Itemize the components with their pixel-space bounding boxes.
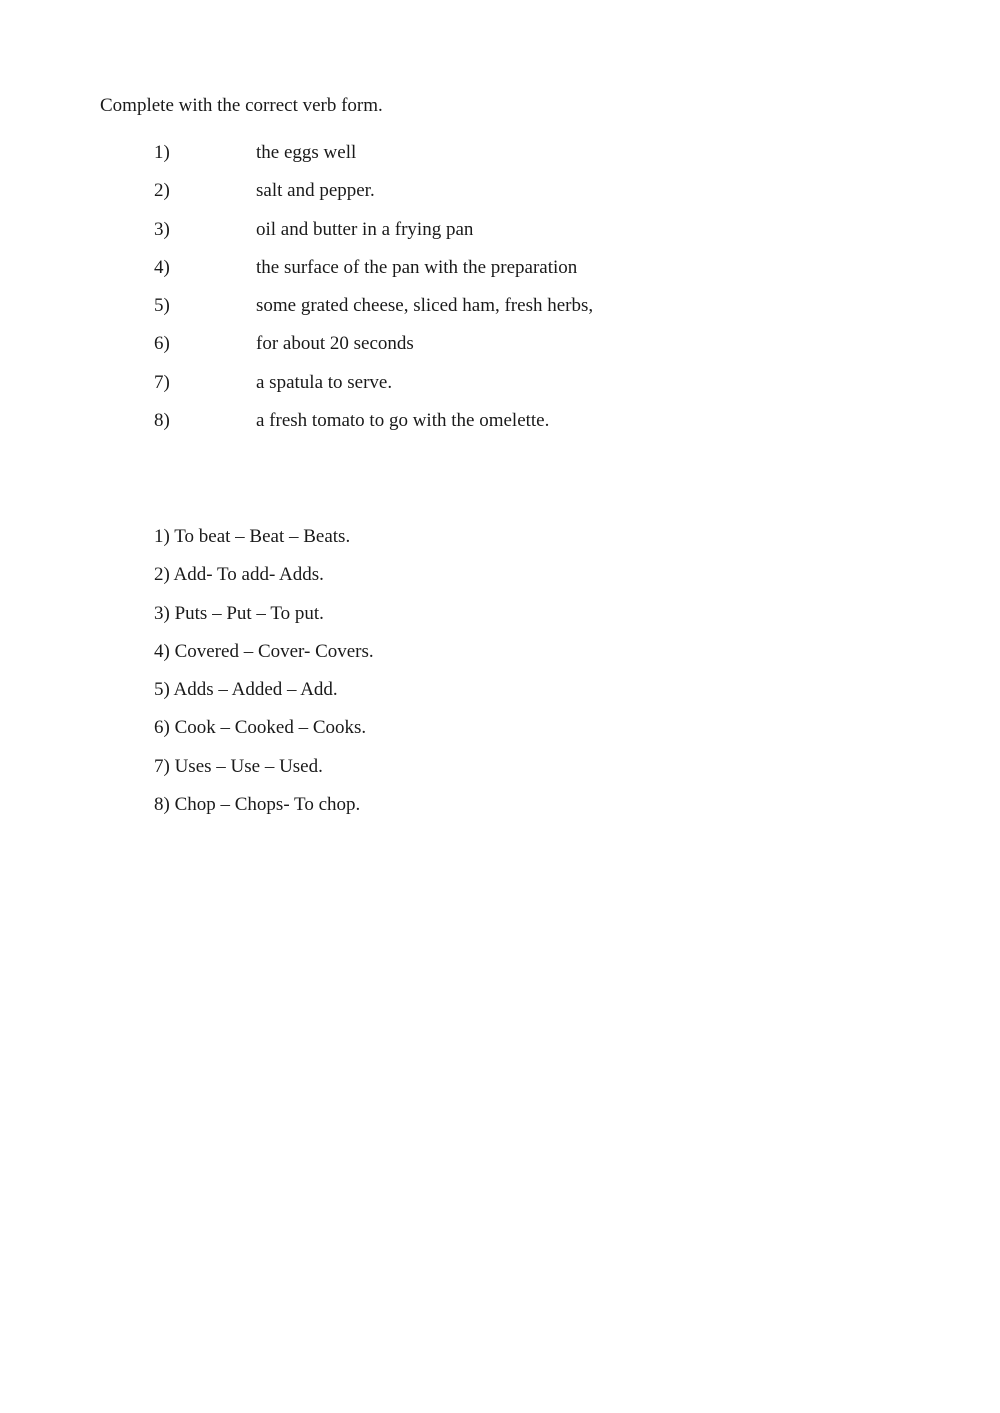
exercise-number: 4) [154, 256, 170, 278]
exercise-sentence: salt and pepper. [256, 180, 375, 202]
instruction-text: Complete with the correct verb form. [100, 95, 383, 116]
verb-options-list [154, 525, 374, 831]
exercise-sentence: a spatula to serve. [256, 371, 393, 393]
verb-option: 8) Chop – Chops- To chop. [154, 794, 361, 816]
verb-option: 3) Puts – Put – To put. [154, 602, 324, 624]
verb-option: 5) Adds – Added – Add. [154, 679, 338, 701]
verb-option: 7) Uses – Use – Used. [154, 755, 323, 777]
exercise-number: 5) [154, 295, 170, 317]
exercise-sentence: some grated cheese, sliced ham, fresh herbs, [256, 295, 594, 317]
exercise-number: 1) [154, 142, 170, 163]
exercise-number: 8) [154, 410, 170, 432]
exercise-sentence: a fresh tomato to go with the omelette. [256, 410, 550, 432]
exercise-number: 6) [154, 333, 170, 355]
verb-option: 6) Cook – Cooked – Cooks. [154, 717, 367, 739]
exercise-sentence: for about 20 seconds [256, 333, 414, 355]
verb-option: 4) Covered – Cover- Covers. [154, 640, 374, 662]
exercise-number: 2) [154, 180, 170, 202]
exercise-sentence: the eggs well [256, 142, 357, 163]
verb-option: 1) To beat – Beat – Beats. [154, 526, 351, 547]
verb-option: 2) Add- To add- Adds. [154, 564, 324, 586]
exercise-sentence: oil and butter in a frying pan [256, 218, 474, 240]
exercise-number: 3) [154, 218, 170, 240]
exercise-number: 7) [154, 371, 170, 393]
exercise-sentence: the surface of the pan with the preparation [256, 256, 578, 278]
